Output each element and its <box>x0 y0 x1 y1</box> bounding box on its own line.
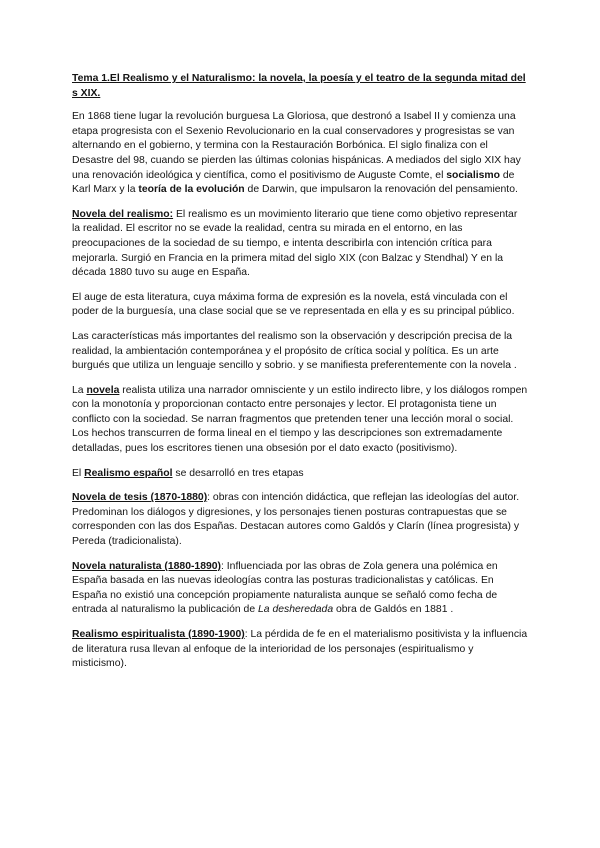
intro-text-3: de Darwin, que impulsaron la renovación del pensamiento. <box>244 184 518 196</box>
novela-realismo-heading: Novela del realismo: <box>72 208 174 220</box>
naturalista-paragraph <box>72 560 528 618</box>
intro-paragraph <box>72 110 528 198</box>
intro-text-2: de Karl Marx y la <box>72 169 515 196</box>
naturalista-text-1: : Influenciada por las obras de Zola genera una polémica en España basada en las nuevas ideologías contra las posturas tradicionalistas y católicas. En España no existió una concepción propiamente naturalista aunque se señaló como fecha de entrada al naturalismo la publicación de <box>72 560 498 616</box>
tesis-heading: Novela de tesis (1870-1880) <box>72 492 208 504</box>
novela-realismo-paragraph <box>72 208 528 281</box>
novela-realista-paragraph <box>72 384 528 457</box>
document-page <box>72 72 528 682</box>
novela-realista-text-2: realista utiliza una narrador omnisciente y un estilo indirecto libre, y los diálogos rompen con la monotonía y proporcionan contacto entre personajes y lector. El protagonista tiene un conflicto con la sociedad. Se narran fragmentos que pretenden tener una lección moral o social. Los hechos transcurren de forma lineal en el tiempo y las descripciones son extremadamente detalladas, pues los escritores tienen una obsesión por el dato exacto (positivismo). <box>72 384 528 455</box>
novela-realista-text-1: La <box>72 384 87 396</box>
intro-bold-socialismo: socialismo <box>446 169 500 181</box>
etapas-bold: Realismo español <box>84 467 173 479</box>
naturalista-italic-title: La desheredada <box>258 604 334 616</box>
intro-text-1: En 1868 tiene lugar la revolución burguesa La Gloriosa, que destronó a Isabel II y comienza una etapa progresista con el Sexenio Revolucionario en la cual conservadores y progresistas se van alternando en el gobierno, y termina con la Restauración Borbónica. El siglo finaliza con el Desastre del 98, cuando se pierden las últimas colonias hispánicas. A mediados del siglo XIX hay una renovación ideológica y científica, como el positivismo de Auguste Comte, el <box>72 111 521 181</box>
novela-realismo-text: El realismo es un movimiento literario que tiene como objetivo representar la realidad. El escritor no se evade la realidad, centra su mirada en el entorno, en las preocupaciones de la sociedad de su tiempo, e intenta describirla con intención crítica para mejorarla. Surgió en Francia en la primera mitad del siglo XIX (con Balzac y Stendhal) Y en la década 1880 tuvo su auge en España. <box>72 208 518 279</box>
etapas-paragraph <box>72 467 528 482</box>
caracteristicas-paragraph: Las características más importantes del realismo son la observación y descripción precisa de la realidad, la ambientación contemporánea y el propósito de crítica social y política. Es un arte burgués que utiliza un lenguaje sencillo y sobrio. y se manifiesta preferentemente con la novela . <box>72 330 517 372</box>
document-title: Tema 1.El Realismo y el Naturalismo: la novela, la poesía y el teatro de la segunda mitad del s XIX. <box>72 73 526 99</box>
etapas-text-2: se desarrolló en tres etapas <box>172 467 304 479</box>
espiritualista-heading: Realismo espiritualista (1890-1900) <box>72 629 245 640</box>
auge-paragraph: El auge de esta literatura, cuya máxima forma de expresión es la novela, está vinculada con el poder de la burguesía, una clase social que se ve representada en ella y es su principal público. <box>72 291 515 318</box>
espiritualista-paragraph <box>72 628 528 672</box>
novela-realista-bold: novela <box>86 384 120 396</box>
naturalista-heading: Novela naturalista (1880-1890) <box>72 560 222 572</box>
naturalista-text-2: obra de Galdós en 1881 . <box>333 604 454 616</box>
intro-bold-evolucion: teoría de la evolución <box>138 184 245 196</box>
tesis-text: : obras con intención didáctica, que reflejan las ideologías del autor. Predominan los diálogos y digresiones, y los personajes tienen posturas contrapuestas que se corresponden con las dos Españas. Destacan autores como Galdós y Clarín (línea progresista) y Pereda (tradicionalista). <box>72 492 520 548</box>
espiritualista-text: : La pérdida de fe en el materialismo positivista y la influencia de literatura rusa llevan al enfoque de la interioridad de los personajes (espiritualismo y misticismo). <box>72 629 528 670</box>
tesis-paragraph <box>72 491 528 549</box>
etapas-text-1: El <box>72 467 85 479</box>
